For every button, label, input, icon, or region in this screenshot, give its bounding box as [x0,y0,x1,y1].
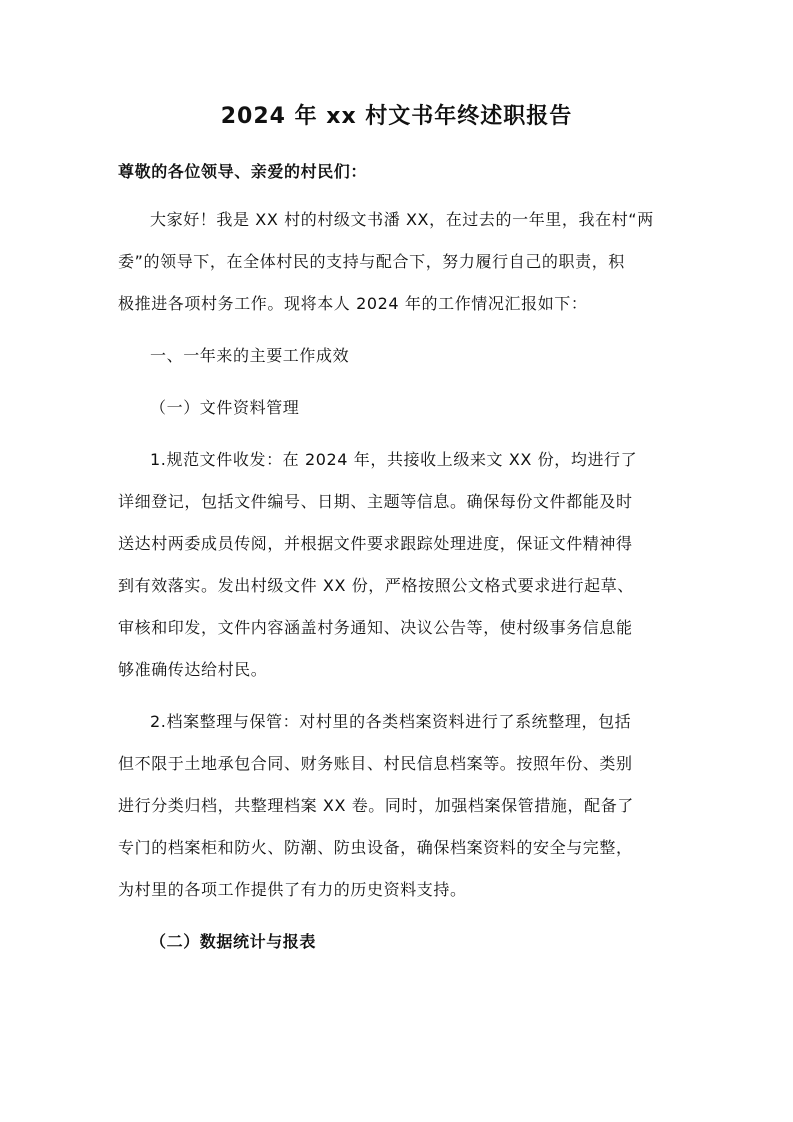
intro-line-2: 委”的领导下，在全体村民的支持与配合下，努力履行自己的职责，积 [118,252,625,271]
document-title: 2024 年 xx 村文书年终述职报告 [220,104,573,129]
item2-line-4: 专门的档案柜和防火、防潮、防虫设备，确保档案资料的安全与完整， [118,838,633,857]
salutation: 尊敬的各位领导、亲爱的村民们： [118,162,368,181]
item2-line-2: 但不限于土地承包合同、财务账目、村民信息档案等。按照年份、类别 [118,754,633,773]
subsection-heading-2: （二）数据统计与报表 [150,932,317,951]
item1-line-1: 1.规范文件收发：在 2024 年，共接收上级来文 XX 份，均进行了 [150,450,638,469]
item2-line-5: 为村里的各项工作提供了有力的历史资料支持。 [118,880,467,899]
item1-line-6: 够准确传达给村民。 [118,660,268,679]
item1-line-4: 到有效落实。发出村级文件 XX 份，严格按照公文格式要求进行起草、 [118,576,634,595]
item1-line-5: 审核和印发，文件内容涵盖村务通知、决议公告等，使村级事务信息能 [118,618,633,637]
intro-line-1: 大家好！我是 XX 村的村级文书潘 XX，在过去的一年里，我在村“两 [150,210,654,229]
intro-line-3: 极推进各项村务工作。现将本人 2024 年的工作情况汇报如下： [118,294,588,313]
item2-line-1: 2.档案整理与保管：对村里的各类档案资料进行了系统整理，包括 [150,712,632,731]
subsection-heading-1: （一）文件资料管理 [150,398,300,417]
item1-line-2: 详细登记，包括文件编号、日期、主题等信息。确保每份文件都能及时 [118,492,633,511]
item1-line-3: 送达村两委成员传阅，并根据文件要求跟踪处理进度，保证文件精神得 [118,534,633,553]
section-heading-1: 一、一年来的主要工作成效 [150,346,350,365]
item2-line-3: 进行分类归档，共整理档案 XX 卷。同时，加强档案保管措施，配备了 [118,796,634,815]
